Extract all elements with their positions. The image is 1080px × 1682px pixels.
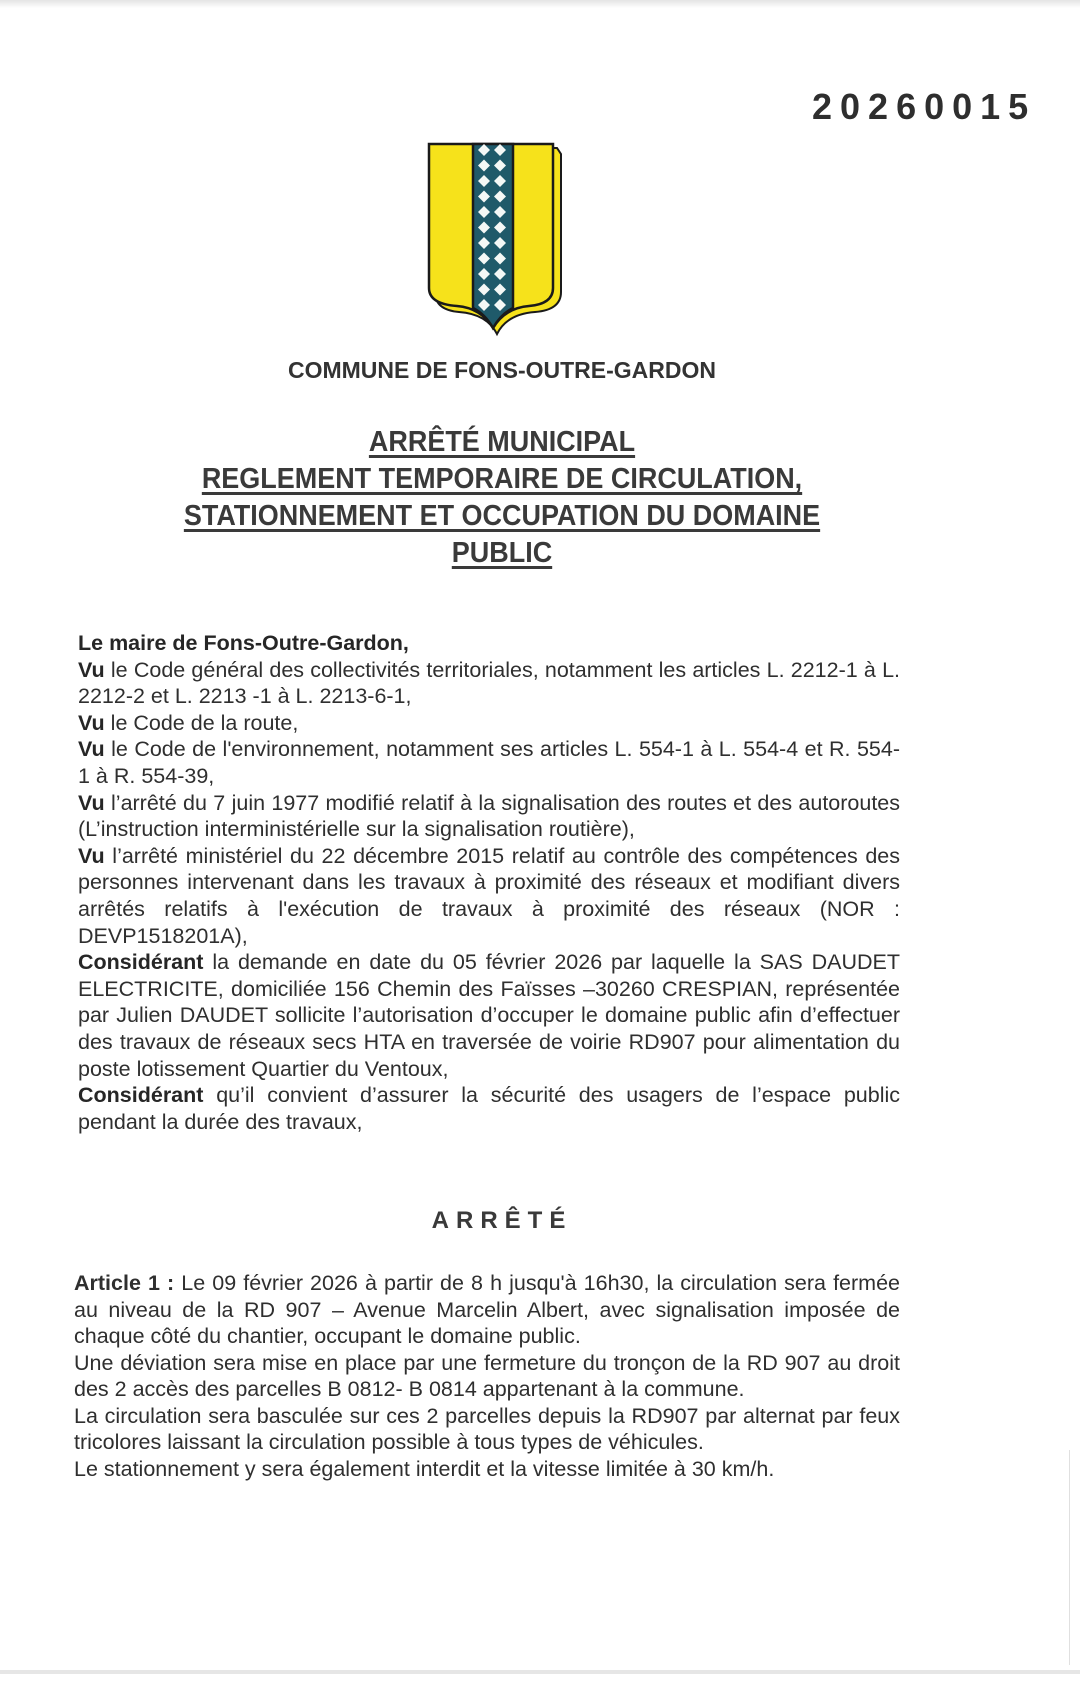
preamble: [78, 630, 900, 1135]
title-line: ARRÊTÉ MUNICIPAL: [368, 426, 636, 458]
article-1: [74, 1270, 900, 1482]
decree-title: [35, 424, 969, 572]
preamble-clause: Vu l’arrêté du 7 juin 1977 modifié relatif à la signalisation des routes et des autoroutes (L’instruction interministérielle sur la signalisation routière),: [78, 790, 900, 842]
coat-of-arms-icon: [425, 142, 565, 338]
preamble-clause: Vu le Code général des collectivités territoriales, notamment les articles L. 2212-1 à L. 2212-2 et L. 2213 -1 à L. 2213-6-1,: [78, 657, 900, 709]
document-number: 20260015: [812, 86, 1037, 127]
title-line: REGLEMENT TEMPORAIRE DE CIRCULATION,: [201, 463, 803, 495]
article-paragraph: Une déviation sera mise en place par une fermeture du tronçon de la RD 907 au droit des 2 accès des parcelles B 0812- B 0814 appartenant à la commune.: [74, 1350, 900, 1401]
preamble-intro: Le maire de Fons-Outre-Gardon,: [78, 631, 409, 655]
preamble-clause: Vu l’arrêté ministériel du 22 décembre 2015 relatif au contrôle des compétences des personnes intervenant dans les travaux à proximité des réseaux et modifiant divers arrêtés relatifs à l'exécution de travaux à proximité des réseaux (NOR : DEVP1518201A),: [78, 843, 900, 948]
article-paragraph: Le 09 février 2026 à partir de 8 h jusqu'à 16h30, la circulation sera fermée au niveau de la RD 907 – Avenue Marcelin Albert, avec signalisation imposée de chaque côté du chantier, occupant le domaine public.: [74, 1271, 900, 1348]
preamble-clause: Considérant la demande en date du 05 février 2026 par laquelle la SAS DAUDET ELECTRICITE, domiciliée 156 Chemin des Faïsses –30260 CRESPIAN, représentée par Julien DAUDET sollicite l’autorisation d’occuper le domaine public afin d’effectuer des travaux de réseaux secs HTA en traversée de voirie RD907 pour alimentation du poste lotissement Quartier du Ventoux,: [78, 950, 900, 1081]
article-label: Article 1 :: [74, 1271, 175, 1295]
title-line: PUBLIC: [451, 537, 553, 569]
scan-right-edge: [1069, 1450, 1070, 1665]
title-line: STATIONNEMENT ET OCCUPATION DU DOMAINE: [183, 500, 821, 532]
scan-bottom-edge: [0, 1670, 1080, 1674]
arrete-heading: ARRÊTÉ: [431, 1207, 573, 1234]
article-paragraph: Le stationnement y sera également interdit et la vitesse limitée à 30 km/h.: [74, 1456, 775, 1481]
commune-name: COMMUNE DE FONS-OUTRE-GARDON: [287, 357, 717, 383]
scan-top-edge: [0, 0, 1080, 8]
preamble-clause: Vu le Code de l'environnement, notamment ses articles L. 554-1 à L. 554-4 et R. 554-1 à R. 554-39,: [78, 737, 900, 788]
preamble-clause: Vu le Code de la route,: [78, 710, 299, 735]
preamble-clause: Considérant qu’il convient d’assurer la sécurité des usagers de l’espace public pendant la durée des travaux,: [78, 1083, 900, 1134]
article-paragraph: La circulation sera basculée sur ces 2 parcelles depuis la RD907 par alternat par feux tricolores laissant la circulation possible à tous types de véhicules.: [74, 1403, 900, 1454]
